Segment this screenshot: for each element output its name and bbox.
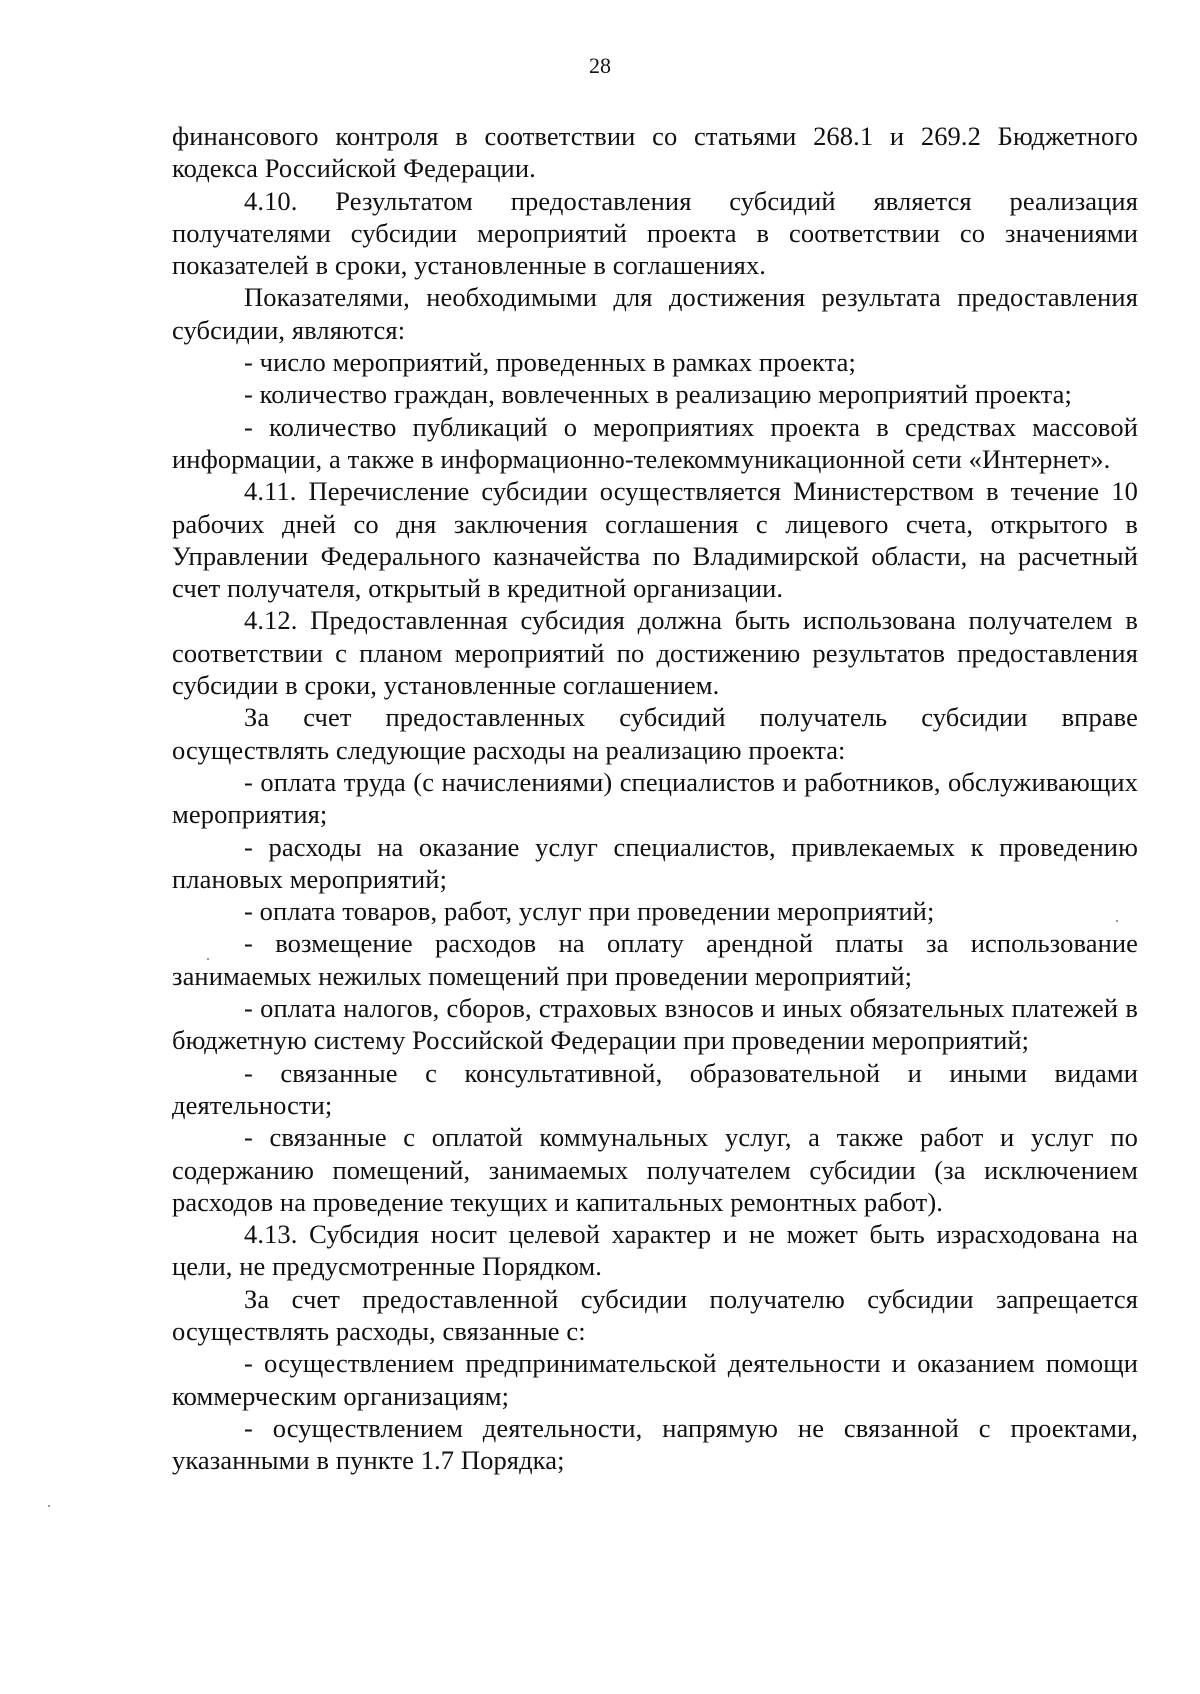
scan-speck (48, 1505, 50, 1507)
scan-speck (207, 958, 209, 960)
list-item: - оплата налогов, сборов, страховых взносов и иных обязательных платежей в бюджетную систему Российской Федерации при проведении мероприятий; (172, 993, 1138, 1056)
paragraph: финансового контроля в соответствии со статьями 268.1 и 269.2 Бюджетного кодекса Российской Федерации. (172, 121, 1138, 184)
paragraph: За счет предоставленных субсидий получатель субсидии вправе осуществлять следующие расходы на реализацию проекта: (172, 702, 1138, 765)
list-item: - оплата труда (с начислениями) специалистов и работников, обслуживающих мероприятия; (172, 766, 1138, 830)
list-item: - количество публикаций о мероприятиях проекта в средствах массовой информации, а также в информационно-телекоммуникационной сети «Интернет». (172, 411, 1138, 474)
list-item: - связанные с консультативной, образовательной и иными видами деятельности; (172, 1057, 1138, 1120)
paragraph: Показателями, необходимыми для достижения результата предоставления субсидии, являются: (172, 282, 1138, 345)
page-number: 28 (589, 53, 611, 78)
list-item: - осуществлением деятельности, напрямую не связанной с проектами, указанными в пункте 1.7 Порядка; (172, 1412, 1138, 1476)
list-item: - расходы на оказание услуг специалистов, привлекаемых к проведению плановых мероприятий; (172, 831, 1138, 894)
paragraph: За счет предоставленной субсидии получателю субсидии запрещается осуществлять расходы, связанные с: (172, 1283, 1138, 1346)
list-item: - связанные с оплатой коммунальных услуг, а также работ и услуг по содержанию помещений, занимаемых получателем субсидии (за исключением расходов на проведение текущих и капитальных ремонтных работ). (172, 1122, 1138, 1217)
list-item: - оплата товаров, работ, услуг при проведении мероприятий; (244, 896, 935, 927)
list-item: - количество граждан, вовлеченных в реализацию мероприятий проекта; (244, 379, 1072, 410)
document-body (172, 120, 1138, 1476)
list-item: - осуществлением предпринимательской деятельности и оказанием помощи коммерческим организациям; (172, 1348, 1138, 1411)
paragraph: 4.10. Результатом предоставления субсидий является реализация получателями субсидии мероприятий проекта в соответствии со значениями показателей в сроки, установленные в соглашениях. (172, 185, 1138, 281)
paragraph: 4.11. Перечисление субсидии осуществляется Министерством в течение 10 рабочих дней со дня заключения соглашения с лицевого счета, открытого в Управлении Федерального казначейства по Владимирской области, на расчетный счет получателя, открытый в кредитной организации. (172, 476, 1138, 604)
list-item: - число мероприятий, проведенных в рамках проекта; (244, 347, 856, 378)
paragraph: 4.13. Субсидия носит целевой характер и не может быть израсходована на цели, не предусмотренные Порядком. (172, 1219, 1138, 1282)
paragraph: 4.12. Предоставленная субсидия должна быть использована получателем в соответствии с планом мероприятий по достижению результатов предоставления субсидии в сроки, установленные соглашением. (172, 605, 1138, 701)
list-item: - возмещение расходов на оплату арендной платы за использование занимаемых нежилых помещений при проведении мероприятий; (172, 928, 1138, 991)
scan-speck (1116, 920, 1118, 922)
